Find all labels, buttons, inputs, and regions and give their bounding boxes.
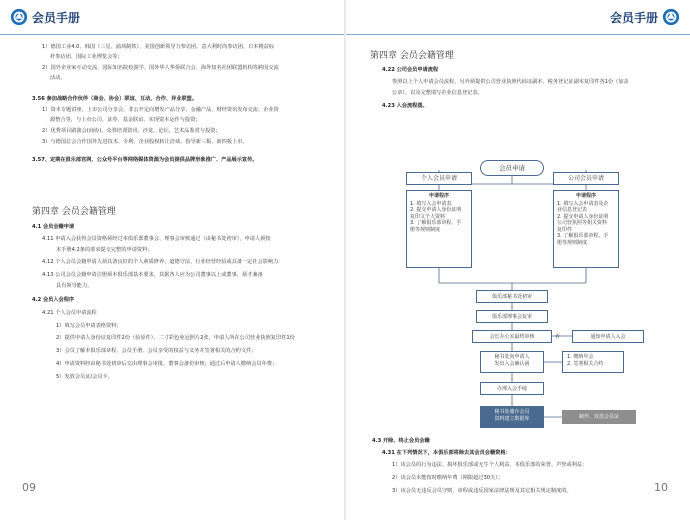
flow-confirm-side: 1. 缴纳年会 2. 签署相关合约 xyxy=(562,351,624,373)
chapter-title: 第四章 会员会籍管理 xyxy=(32,207,116,217)
text-line: 1）该会员的行为违法、损坏俱乐部或无生个人利益、本俱乐部的荣誉、声誉或利益： xyxy=(392,462,588,468)
section-heading: 4.23 入会流程图。 xyxy=(382,103,428,109)
flow-archive-node: 秘书处储存会员 资料建立数据库 xyxy=(480,406,544,428)
flow-no-label: 否 xyxy=(555,334,561,340)
text-line: 4.21 个人会员申请流程 xyxy=(42,310,97,316)
text-line: 活动。 xyxy=(50,75,66,81)
procedure-line: 公司营执照等相关资料 xyxy=(557,220,608,226)
flow-confirm-node: 秘书处向申请人 发出入会确认函 xyxy=(480,351,544,373)
text-line: 公章），以及完整填写企业信息登记表。 xyxy=(392,90,483,96)
text-line: 1）资本专题讲座、上市公司分享会、非公开定向增发产品分享、金融产品、财经资讯发布交流、企业资 xyxy=(42,107,279,113)
procedure-line: 1. 填写入会申请表 xyxy=(410,200,452,207)
chapter-title: 第四章 会员会籍管理 xyxy=(370,51,454,61)
section-heading: 4.3 开除、终止会员会籍 xyxy=(372,438,430,444)
procedure-line: 册等规则制度 xyxy=(410,226,441,233)
procedure-line: 业信息登记表 xyxy=(557,207,588,213)
header-title: 会员手册 xyxy=(32,11,81,25)
flow-office-final-review: 会长办公室最终审核 xyxy=(472,330,552,343)
procedure-line: 3. 了解俱乐部章程、手 xyxy=(410,220,462,226)
header-title: 会员手册 xyxy=(609,11,658,25)
flow-company-procedure xyxy=(553,190,619,268)
text-line: 2）优秀项目路演会(商协)、众筹培训资讯、沙龙、论坛、艺术品鉴赏与投资； xyxy=(42,128,221,134)
text-line: 参照以上个人申请会员流程，另外须提供公司营业执照代码证副本、税务登记证副本复印件各1份（加盖 xyxy=(392,79,629,85)
section-heading: 4.2 会员入会程序 xyxy=(32,297,75,303)
flow-start-node: 会员申请 xyxy=(480,160,544,176)
text-line: 3）会员了解本俱乐部章程、会员手册、会员享受的权益与义务并签署相关的合约文件； xyxy=(56,348,257,354)
text-line: 4.13 公司会员会籍申请注册须本俱乐部基本要求，其据各人应为公司董事以上或董事，须才兼备 xyxy=(42,272,263,278)
left-page xyxy=(0,0,344,520)
page-number: 09 xyxy=(22,481,36,494)
text-line: 1）德国工业4.0、韩国（三星、浦项制铁）、美国创新领导力参访团、意大利时尚参访团、日本精益标 xyxy=(42,44,275,50)
text-line: 源整合等，与上市公司、证券、基金联谊、实现资本运作与投资； xyxy=(50,117,201,123)
left-header xyxy=(0,0,344,35)
text-line: 2）该会员未能按时缴纳年费（期限超过30天）； xyxy=(392,475,504,481)
right-header xyxy=(346,0,690,35)
flow-procedure-node: 办理入会手续 xyxy=(480,382,544,395)
text-line: 4.12 个人会员会籍申请人须具备良好的个人素质修养、道德守法、行业经营经验或具备一定社会影响力 xyxy=(42,259,279,265)
text-line: 2）国外企业家互动交流、国际知名院校游学、国外华人华侨联合会、海外知名社团联盟机构等跨国交流 xyxy=(42,65,279,71)
text-line: 3）与德国总会合作国外先进技术、专利、企业股权转让洽谈、指导新三板、新四板上市。 xyxy=(42,139,248,145)
procedure-line: 2. 提交申请人身份证明 xyxy=(557,213,609,220)
procedure-line: 3. 了解俱乐部章程、手 xyxy=(557,233,609,239)
flow-council-review: 俱乐部理事会复审 xyxy=(476,310,548,323)
page-number: 10 xyxy=(654,481,668,494)
right-page xyxy=(346,0,690,520)
flow-personal-procedure xyxy=(406,190,472,268)
procedure-title: 申请程序 xyxy=(575,193,596,199)
procedure-line: 2. 提交申请人身份证明 xyxy=(410,207,462,213)
flow-notify-node: 通知申请人入会 xyxy=(572,330,644,343)
section-heading: 4.22 公司会员申请流程 xyxy=(382,67,439,73)
text-line: 4）申请资料经由秘书处初审后交由理事会审批，董事会备份审核；通过后申请人缴纳会员年费； xyxy=(56,361,278,367)
procedure-line: 复印文个人资料 xyxy=(410,213,446,220)
text-line: 3）该会员无违反会员守则，章程或违反国家法律法规及其它相关规定制度的。 xyxy=(392,488,572,494)
section-heading: 4.31 在下列情况下，本俱乐部将除去其会员会籍资格： xyxy=(382,450,511,456)
section-heading: 4.1 会员会籍申请 xyxy=(32,224,75,230)
text-line: 2）提供申请人身份证复印件2份（验原件）、二寸彩色免冠照片2张，申请人所在公司营业执照复印件1份 xyxy=(56,335,295,341)
flow-issue-card-node: 制作、发放会员证 xyxy=(562,410,636,424)
club-logo-icon xyxy=(10,8,28,26)
procedure-title: 申请程序 xyxy=(428,193,449,199)
text-line: 本手册4.2条的要求提交完整的申请资料； xyxy=(56,247,153,253)
text-line: 5）发放会员证/会员卡。 xyxy=(56,374,113,380)
procedure-line: 1. 填写入会申请表及企 xyxy=(557,200,609,207)
section-heading: 3.56 参加战略合作伙伴（商会、协会）联谊、互动、合作、异业联盟。 xyxy=(32,96,198,102)
flow-secretary-review: 俱乐部秘书处初审 xyxy=(476,290,548,303)
procedure-line: 册等规则制度 xyxy=(557,239,588,246)
text-line: 4.11 申请入会获得会员资格须经过本俱乐部董事会、理事会审核通过（由秘书处初审），申请人须按 xyxy=(42,236,271,242)
text-line: 杆参访团、国际工业博览会等； xyxy=(50,54,123,60)
procedure-line: 复印件 xyxy=(557,226,573,233)
flow-personal-node: 个人会员申请 xyxy=(406,172,472,185)
text-line: 具有领导能力。 xyxy=(56,283,93,289)
club-logo-icon xyxy=(662,8,680,26)
section-heading: 3.57、定期在俱乐部官网、公众号平台等网络媒体资源为会员提供品牌形象推广、产品展示宣传。 xyxy=(32,157,258,163)
text-line: 1）填写会员申请表格资料； xyxy=(56,323,122,329)
flow-company-node: 公司会员申请 xyxy=(553,172,619,185)
